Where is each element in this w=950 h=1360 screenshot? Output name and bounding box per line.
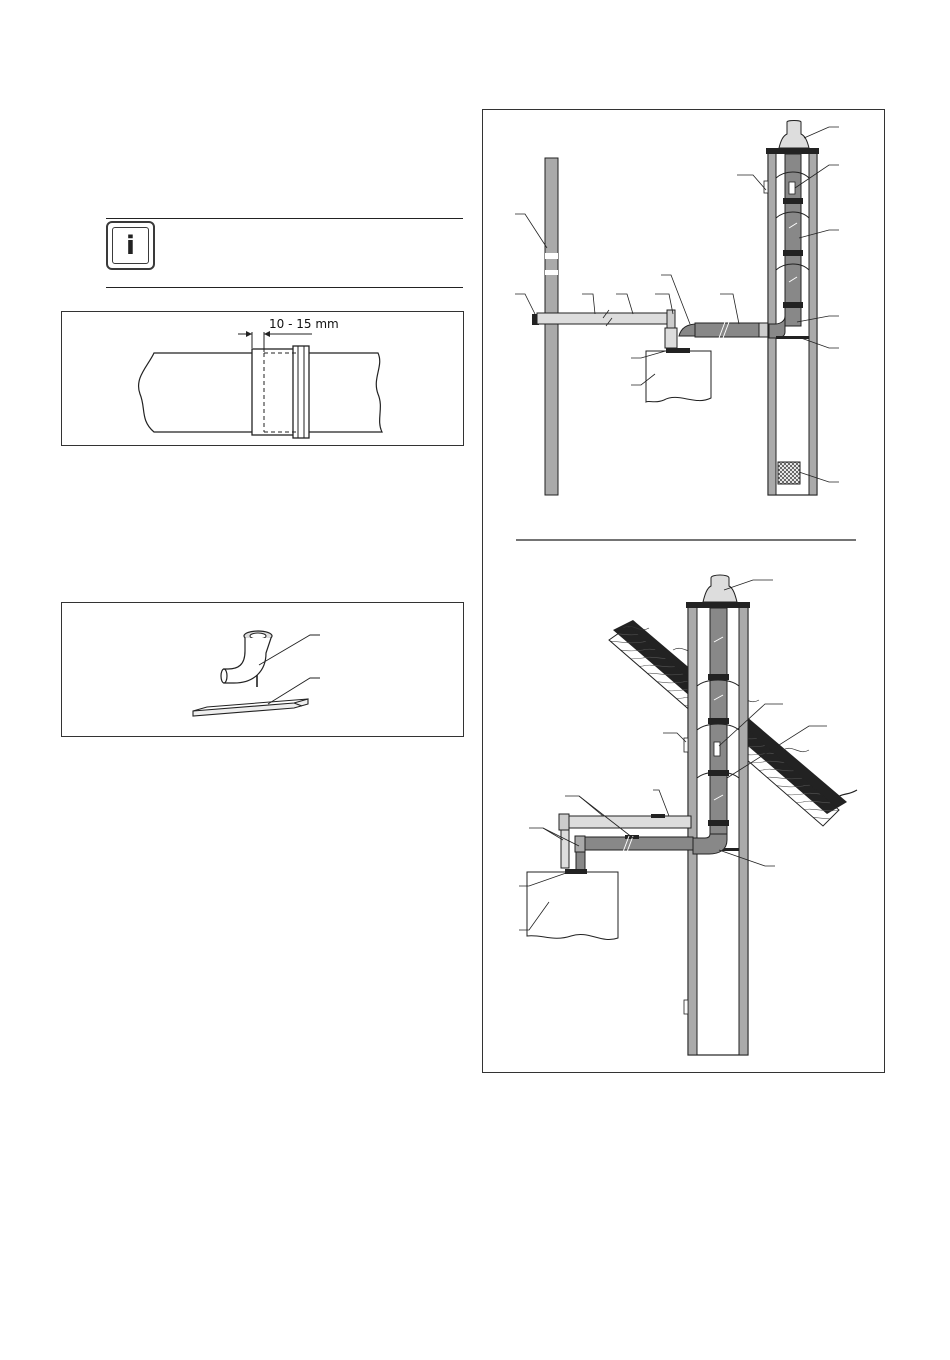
elbow-part	[221, 631, 272, 687]
kit-contents-figure	[61, 602, 464, 737]
notice-top-rule	[106, 218, 463, 219]
mounting-rail-part	[193, 699, 308, 716]
pipe-joint-drawing	[62, 312, 463, 445]
kit-contents-drawing	[62, 603, 463, 736]
pipe-joint-figure	[61, 311, 464, 446]
top-installation-drawing	[515, 121, 839, 496]
bottom-installation-drawing	[519, 575, 857, 1055]
insertion-depth-label: 10 - 15 mm	[269, 317, 339, 331]
info-icon	[106, 221, 155, 270]
installation-figure-panel	[482, 109, 885, 1073]
notice-bottom-rule	[106, 287, 463, 288]
info-icon-glyph: i	[112, 227, 149, 264]
installation-drawings	[483, 110, 884, 1072]
